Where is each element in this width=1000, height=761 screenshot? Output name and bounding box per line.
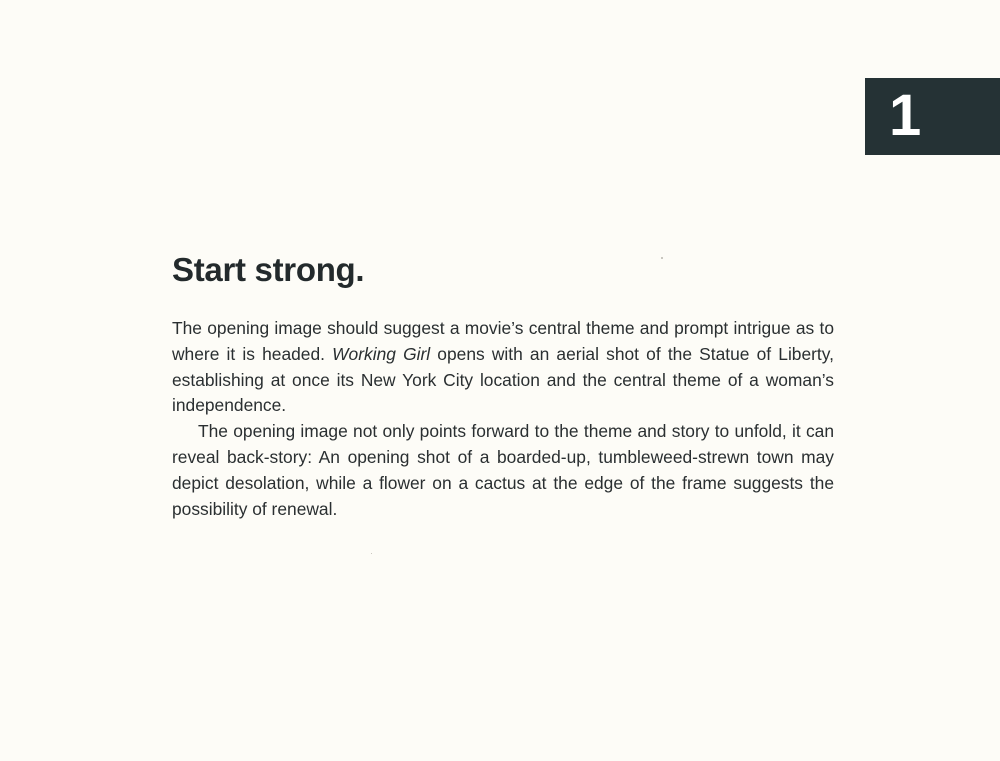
paragraph-2: The opening image not only points forward to the theme and story to unfold, it can reveal back-story: An opening shot of a boarded-up, tumbleweed-strewn town may depict desolation, while a flower on a cactus at the edge of the frame suggests the possibility of renewal. — [172, 421, 834, 519]
paragraph-1-before: The opening image should suggest a movie’s central theme and prompt intrigue as to where it is headed. — [172, 318, 834, 364]
section-heading: Start strong. — [172, 251, 365, 288]
chapter-tab — [865, 78, 1000, 155]
paper-speck — [661, 257, 663, 259]
body-text — [172, 316, 834, 522]
paragraph-1 — [172, 316, 834, 419]
chapter-number: 1 — [889, 83, 922, 148]
film-title: Working Girl — [332, 343, 431, 364]
paragraph-1-after: opens with an aerial shot of the Statue of Liberty, establishing at once its New York City location and the central theme of a woman’s independence. — [172, 343, 835, 416]
paper-speck — [371, 553, 372, 554]
